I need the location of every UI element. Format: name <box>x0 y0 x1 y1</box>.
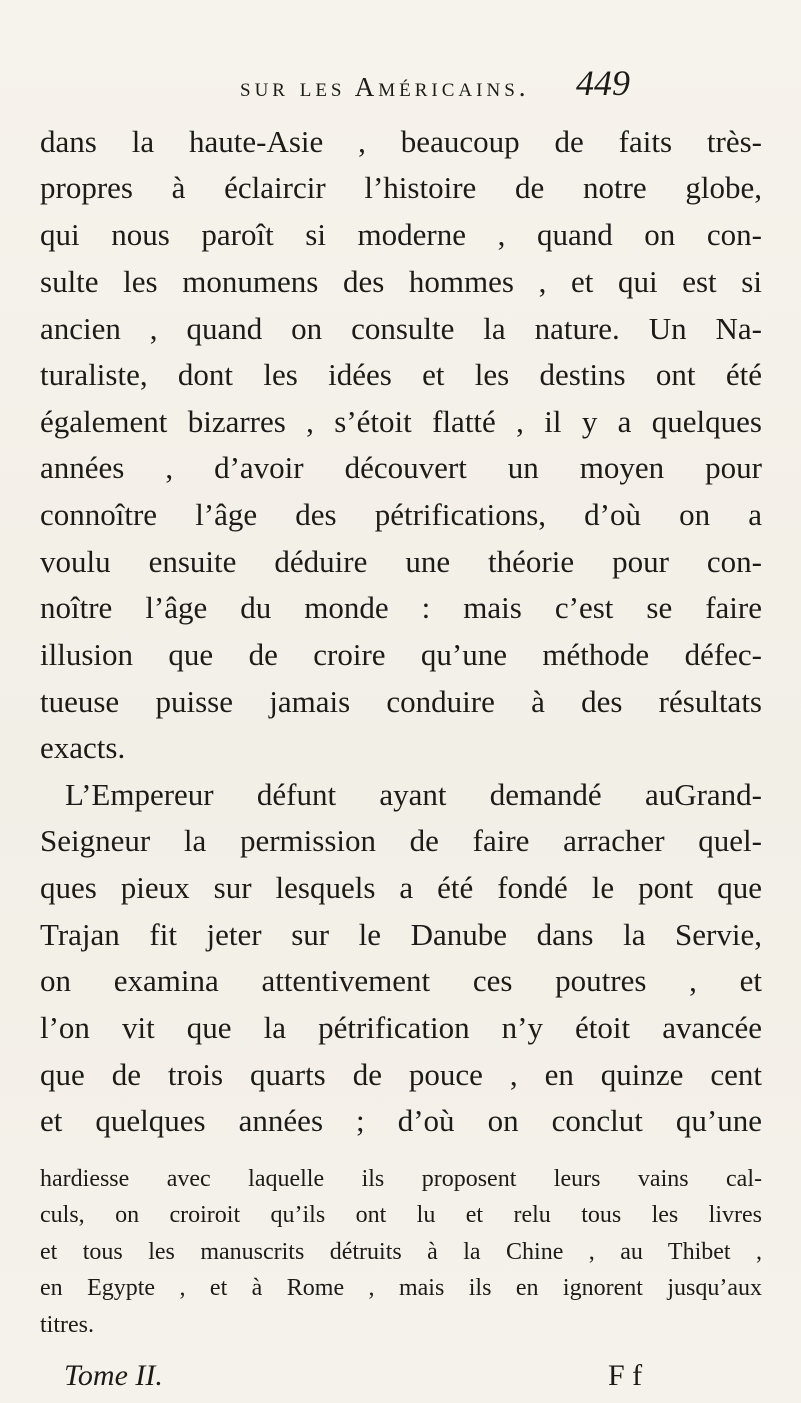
footnote-line: culs, on croiroit qu’ils ont lu et relu tous les livres <box>40 1202 762 1228</box>
text-line: connoître l’âge des pétrifications, d’où on a <box>40 497 762 532</box>
text-line: on examina attentivement ces poutres , et <box>40 963 762 998</box>
text-line: Seigneur la permission de faire arracher quel- <box>40 823 762 858</box>
page-number: 449 <box>576 63 630 103</box>
text-line: voulu ensuite déduire une théorie pour con- <box>40 544 762 579</box>
running-title: sur les Américains. <box>240 72 530 102</box>
text-line: sulte les monumens des hommes , et qui est si <box>40 264 762 299</box>
text-line: ques pieux sur lesquels a été fondé le pont que <box>40 870 762 905</box>
text-line: tueuse puisse jamais conduire à des résultats <box>40 684 762 719</box>
signature-mark: F f <box>608 1359 643 1392</box>
text-line: que de trois quarts de pouce , en quinze cent <box>40 1057 762 1092</box>
text-line: qui nous paroît si moderne , quand on con- <box>40 217 762 252</box>
footnote-line: hardiesse avec laquelle ils proposent leurs vains cal- <box>40 1166 762 1192</box>
text-line: Trajan fit jeter sur le Danube dans la Servie, <box>40 917 762 952</box>
text-line: ancien , quand on consulte la nature. Un Na- <box>40 311 762 346</box>
footnote-line: en Egypte , et à Rome , mais ils en ignorent jusqu’aux <box>40 1275 762 1301</box>
text-line: noître l’âge du monde : mais c’est se faire <box>40 590 762 625</box>
paragraph-start: L’Empereur défunt ayant demandé auGrand- <box>65 777 762 812</box>
text-line: propres à éclaircir l’histoire de notre globe, <box>40 170 762 205</box>
footnote-line: titres. <box>40 1312 94 1338</box>
text-line: l’on vit que la pétrification n’y étoit avancée <box>40 1010 762 1045</box>
text-line: et quelques années ; d’où on conclut qu’une <box>40 1103 762 1138</box>
text-line: exacts. <box>40 730 126 765</box>
text-line: dans la haute-Asie , beaucoup de faits très- <box>40 124 762 159</box>
text-line: turaliste, dont les idées et les destins ont été <box>40 357 762 392</box>
text-line: également bizarres , s’étoit flatté , il y a quelques <box>40 404 762 439</box>
volume-label: Tome II. <box>64 1359 163 1392</box>
text-line: années , d’avoir découvert un moyen pour <box>40 450 762 485</box>
footnote-line: et tous les manuscrits détruits à la Chine , au Thibet , <box>40 1239 762 1265</box>
text-line: illusion que de croire qu’une méthode défec- <box>40 637 762 672</box>
